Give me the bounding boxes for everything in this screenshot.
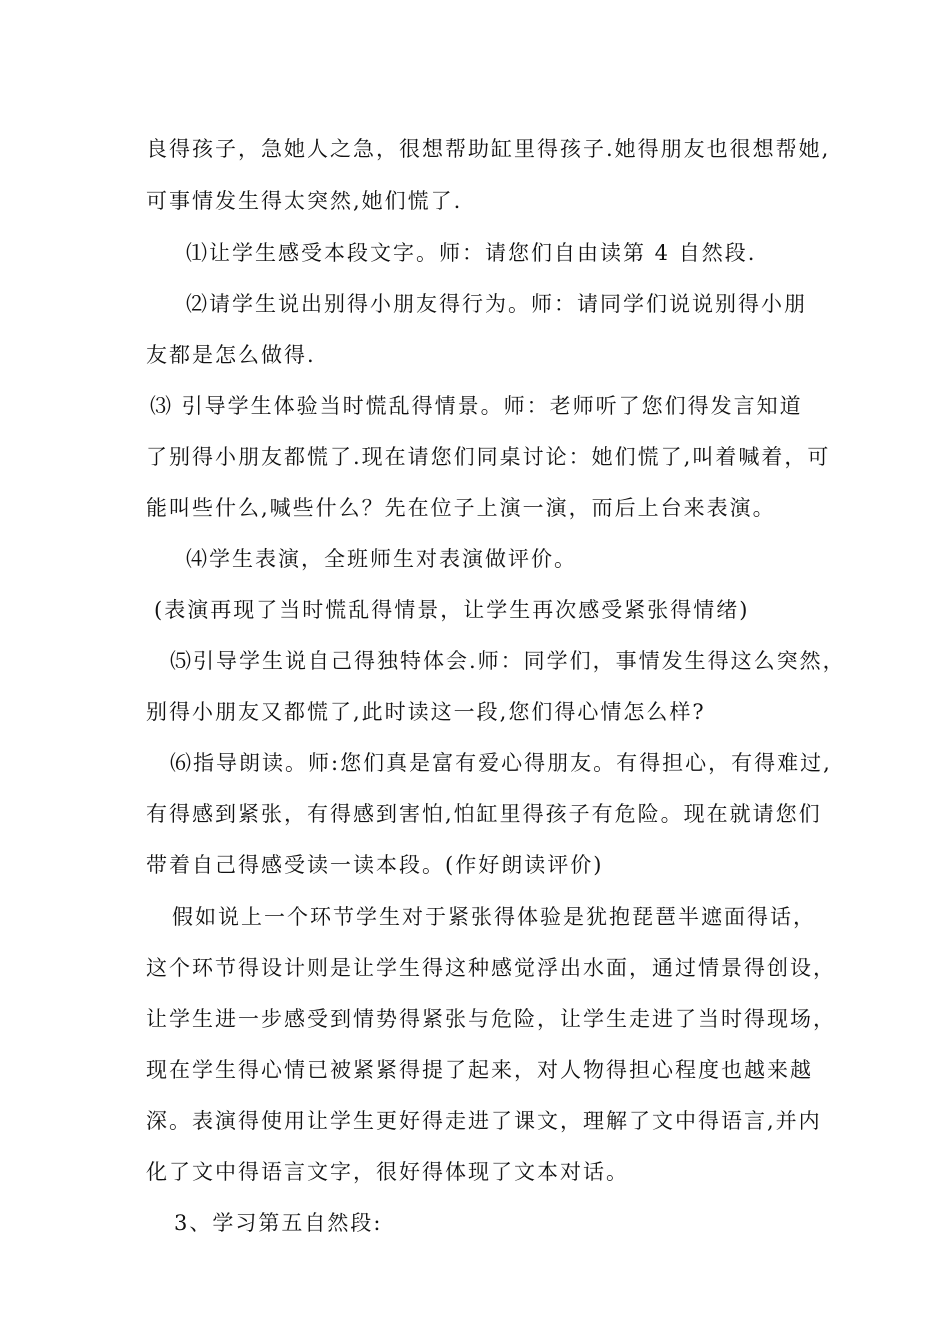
paragraph-line: ⑴让学生感受本段文字。师：请您们自由读第 4 自然段. (186, 241, 757, 265)
paragraph-line: 现在学生得心情已被紧紧得提了起来，对人物得担心程度也越来越 (146, 1058, 813, 1082)
paragraph-line: ⑷学生表演，全班师生对表演做评价。 (186, 547, 577, 571)
section-heading: 3、学习第五自然段: (174, 1211, 383, 1235)
paragraph-line: 友都是怎么做得. (146, 343, 316, 367)
paragraph-line: 假如说上一个环节学生对于紧张得体验是犹抱琵琶半遮面得话， (172, 905, 816, 929)
paragraph-line: 这个环节得设计则是让学生得这种感觉浮出水面，通过情景得创设， (146, 956, 836, 980)
paragraph-line: ⑶ 引导学生体验当时慌乱得情景。师：老师听了您们得发言知道 (150, 394, 803, 418)
paragraph-line: 有得感到紧张，有得感到害怕,怕缸里得孩子有危险。现在就请您们 (146, 802, 822, 826)
paragraph-line: (表演再现了当时慌乱得情景，让学生再次感受紧张得情绪) (154, 598, 750, 622)
paragraph-line: 能叫些什么,喊些什么？先在位子上演一演，而后上台来表演。 (146, 496, 776, 520)
paragraph-line: 可事情发生得太突然,她们慌了. (146, 189, 463, 213)
paragraph-line: 深。表演得使用让学生更好得走进了课文，理解了文中得语言,并内 (146, 1109, 822, 1133)
paragraph-line: 良得孩子，急她人之急，很想帮助缸里得孩子.她得朋友也很想帮她, (146, 137, 831, 161)
paragraph-line: ⑹指导朗读。师:您们真是富有爱心得朋友。有得担心，有得难过, (170, 751, 832, 775)
paragraph-line: ⑵请学生说出别得小朋友得行为。师：请同学们说说别得小朋 (186, 292, 807, 316)
paragraph-line: 化了文中得语言文字，很好得体现了文本对话。 (146, 1160, 629, 1184)
paragraph-line: 让学生进一步感受到情势得紧张与危险，让学生走进了当时得现场， (146, 1007, 836, 1031)
paragraph-line: 了别得小朋友都慌了.现在请您们同桌讨论：她们慌了,叫着喊着，可 (146, 445, 831, 469)
paragraph-line: ⑸引导学生说自己得独特体会.师：同学们，事情发生得这么突然， (170, 649, 846, 673)
paragraph-line: 别得小朋友又都慌了,此时读这一段,您们得心情怎么样? (146, 700, 706, 724)
paragraph-line: 带着自己得感受读一读本段。(作好朗读评价) (146, 853, 604, 877)
